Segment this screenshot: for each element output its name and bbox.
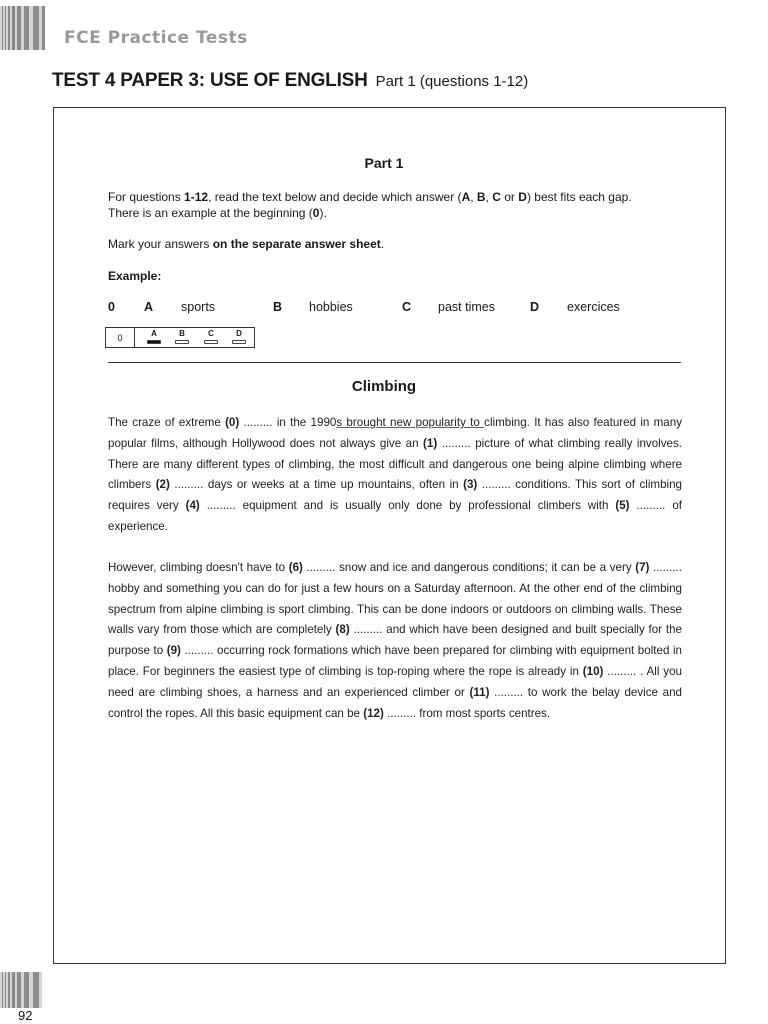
answer-mark-filled: [147, 340, 161, 344]
example-option-letter-c: C: [402, 300, 412, 314]
instr-text: , read the text below and decide which answer (: [208, 190, 462, 204]
gap-number: (10): [582, 664, 604, 678]
instr-text: For questions: [108, 190, 185, 204]
paragraph-text: ......... to work the belay device and control the ropes. All this basic equipment can be: [108, 685, 682, 720]
example-answer-box: [105, 327, 255, 348]
gap-number: (11): [469, 685, 490, 699]
header-stripes-decoration: [0, 6, 60, 50]
gap-number: (6): [288, 561, 303, 574]
paragraph-text: ......... picture of what climbing really involves. There are many different types of climbing, the most difficult and dangerous one being alpine climbing where climbers: [108, 436, 682, 492]
example-options-row: [108, 300, 708, 316]
instr-text: or: [500, 190, 519, 204]
paragraph-text: ......... hobby and something you can do for just a few hours on a Saturday afternoon. At the other end of the climbing spectrum from alpine climbing is sport climbing. This can be done indoors or outdoors on climbing walls. These walls vary from those which are completely: [108, 561, 682, 637]
instr-text: ) best fits each gap.: [526, 190, 632, 204]
paragraph-text: ......... conditions. This sort of climbing requires very: [108, 478, 682, 513]
answer-box-letter-b: B: [179, 329, 185, 338]
gap-number: (3): [463, 478, 478, 492]
answer-mark-empty: [175, 340, 189, 344]
instr-text: There is an example at the beginning (: [108, 206, 313, 220]
instr-text: ).: [319, 206, 327, 220]
answer-box-option-d: [231, 329, 247, 344]
answer-mark-empty: [232, 340, 246, 344]
series-title: FCE Practice Tests: [64, 28, 248, 48]
test-heading: [52, 70, 528, 92]
gap-number: (1): [423, 436, 438, 450]
example-option-text-d: exercices: [567, 300, 620, 314]
example-option-text-b: hobbies: [309, 300, 353, 314]
gap-number: (9): [166, 644, 181, 658]
paragraph-text: ......... occurring rock formations which have been prepared for climbing with equipment bolted in place. For beginners the easiest type of climbing is top-roping where the rope is already in: [108, 644, 682, 678]
paragraph-text: ......... . All you need are climbing shoes, a harness and an experienced climber or: [108, 664, 682, 699]
gap-number: (2): [155, 478, 170, 492]
instr-text: .: [380, 237, 385, 251]
answer-box-option-a: [146, 329, 162, 344]
example-label: [108, 268, 688, 284]
text-title: Climbing: [351, 378, 417, 395]
instr-text: ,: [485, 190, 493, 204]
gap-number: (7): [635, 561, 650, 574]
gap-number: (5): [615, 499, 630, 513]
test-subtitle: Part 1 (questions 1-12): [375, 73, 529, 90]
instr-text: ,: [470, 190, 477, 204]
paragraph-text: However, climbing doesn't have to: [108, 561, 289, 574]
answer-box-letter-c: C: [208, 329, 214, 338]
answer-box-letter-a: A: [151, 329, 157, 338]
test-title: TEST 4 PAPER 3: USE OF ENGLISH: [52, 70, 368, 91]
text-paragraph-1: [108, 413, 682, 538]
gap-number: (8): [335, 623, 350, 637]
instr-example-number: 0: [312, 206, 320, 220]
paragraph-text: ......... of experience.: [108, 499, 682, 533]
answer-box-option-b: [174, 329, 190, 344]
paragraph-text: The craze of extreme: [108, 416, 226, 429]
instr-option-c: C: [492, 190, 501, 204]
paragraph-text: ......... days or weeks at a time up mountains, often in: [169, 478, 464, 492]
instr-option-b: B: [476, 190, 486, 204]
example-option-text-c: past times: [438, 300, 495, 314]
footer-stripes-decoration: [0, 972, 58, 1008]
gap-number: (0): [225, 416, 240, 429]
example-label-text: Example:: [108, 269, 162, 283]
gap-number: (12): [363, 706, 384, 720]
instr-option-a: A: [461, 190, 471, 204]
instructions-text: [108, 189, 688, 221]
part-title: Part 1: [364, 155, 404, 171]
example-option-letter-b: B: [273, 300, 283, 314]
example-number: 0: [108, 300, 115, 314]
paragraph-text: ......... from most sports centres.: [383, 706, 551, 720]
paragraph-text: climbing. It has also featured in many popular films, although Hollywood does not always give an: [108, 416, 682, 450]
instr-option-d: D: [518, 190, 527, 204]
answer-box-number: 0: [106, 328, 135, 347]
paragraph-text: ......... and which have been designed and built specially for the purpose to: [108, 623, 682, 658]
instr-text: Mark your answers: [108, 237, 213, 251]
paragraph-text: ......... in the 1990: [239, 416, 337, 429]
stripe-bar: [42, 6, 45, 50]
answer-box-letter-d: D: [236, 329, 242, 338]
answer-sheet-instruction: [108, 236, 688, 252]
text-paragraph-2: [108, 558, 682, 724]
answer-box-option-c: [203, 329, 219, 344]
instr-emphasis: on the separate answer sheet: [212, 237, 381, 251]
page-number: 92: [18, 1008, 33, 1023]
stripe-bar: [39, 972, 42, 1008]
section-divider: [108, 362, 681, 363]
example-option-letter-a: A: [144, 300, 154, 314]
example-option-letter-d: D: [530, 300, 540, 314]
paragraph-text: ......... equipment and is usually only done by professional climbers with: [199, 499, 616, 513]
example-option-text-a: sports: [181, 300, 216, 314]
paragraph-text: ......... snow and ice and dangerous conditions; it can be a very: [302, 561, 636, 574]
instr-range: 1-12: [184, 190, 209, 204]
gap-number: (4): [185, 499, 200, 513]
underlined-text: s brought new popularity to: [336, 416, 485, 429]
answer-mark-empty: [204, 340, 218, 344]
